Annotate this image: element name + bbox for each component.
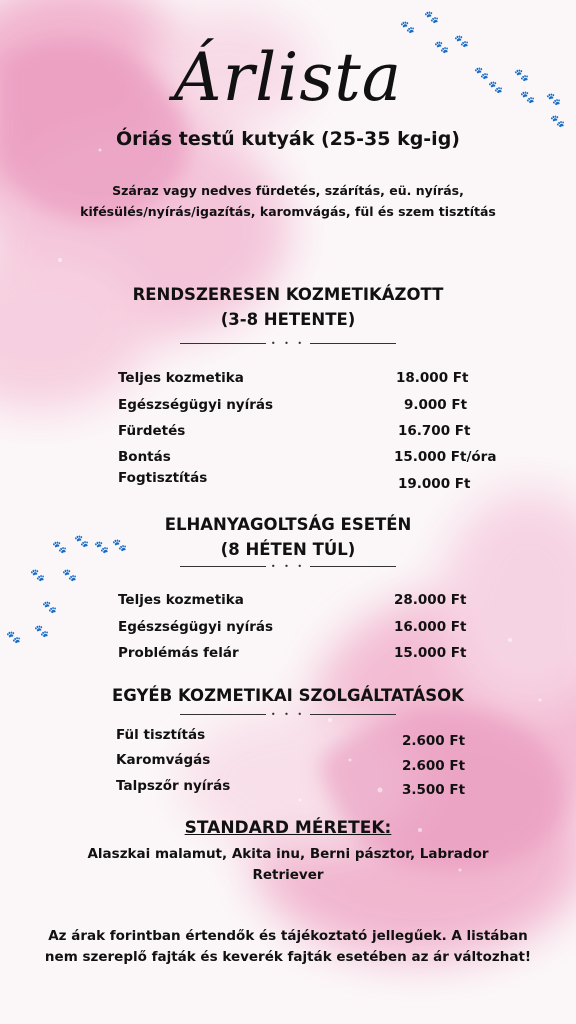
service-description: Száraz vagy nedves fürdetés, szárítás, eü. nyírás, kifésülés/nyírás/igazítás, karomvágás, fül és szem tisztítás bbox=[80, 183, 496, 219]
paw-icon: 🐾 bbox=[546, 92, 561, 106]
service-name: Teljes kozmetika bbox=[118, 370, 244, 386]
section-heading-line: RENDSZERESEN KOZMETIKÁZOTT bbox=[132, 285, 444, 304]
paw-icon: 🐾 bbox=[550, 114, 565, 128]
paw-icon: 🐾 bbox=[52, 540, 67, 554]
service-name: Egészségügyi nyírás bbox=[118, 619, 274, 635]
paw-icon: 🐾 bbox=[474, 66, 489, 80]
service-name: Fogtisztítás bbox=[118, 470, 208, 486]
service-price: 15.000 Ft bbox=[394, 645, 467, 661]
service-name: Karomvágás bbox=[116, 752, 211, 768]
paw-icon: 🐾 bbox=[30, 568, 45, 582]
paw-icon: 🐾 bbox=[514, 68, 529, 82]
paw-icon: 🐾 bbox=[520, 90, 535, 104]
paw-icon: 🐾 bbox=[94, 540, 109, 554]
service-price: 2.600 Ft bbox=[402, 733, 466, 749]
standard-sizes-breeds: Alaszkai malamut, Akita inu, Berni pásztor, Labrador Retriever bbox=[87, 846, 489, 883]
page-title: Árlista bbox=[173, 39, 403, 116]
service-price: 2.600 Ft bbox=[402, 758, 466, 774]
footer-note: Az árak forintban értendők és tájékoztató jellegűek. A listában nem szereplő fajták és keverék fajták esetében az ár változhat! bbox=[44, 928, 532, 965]
section-heading bbox=[0, 512, 576, 562]
paw-icon: 🐾 bbox=[454, 34, 469, 48]
paw-icon: 🐾 bbox=[434, 40, 449, 54]
paw-icon: 🐾 bbox=[488, 80, 503, 94]
service-name: Egészségügyi nyírás bbox=[118, 397, 274, 413]
section-heading-line: EGYÉB KOZMETIKAI SZOLGÁLTATÁSOK bbox=[112, 686, 464, 705]
standard-sizes-heading: STANDARD MÉRETEK: bbox=[184, 818, 392, 838]
section-heading bbox=[0, 683, 576, 708]
service-name: Teljes kozmetika bbox=[118, 592, 244, 608]
section-heading-line: (3-8 HETENTE) bbox=[220, 310, 356, 329]
divider-dots: • • • bbox=[270, 339, 306, 348]
service-price: 9.000 Ft bbox=[404, 397, 468, 413]
service-price: 3.500 Ft bbox=[402, 782, 466, 798]
service-price: 16.000 Ft bbox=[394, 619, 467, 635]
section-heading-line: (8 HÉTEN TÚL) bbox=[220, 540, 356, 559]
service-price: 16.700 Ft bbox=[398, 423, 471, 439]
service-price: 19.000 Ft bbox=[398, 476, 471, 492]
service-name: Fül tisztítás bbox=[116, 727, 206, 743]
section-divider bbox=[180, 338, 396, 350]
paw-icon: 🐾 bbox=[400, 20, 415, 34]
paw-icon: 🐾 bbox=[112, 538, 127, 552]
section-divider bbox=[180, 561, 396, 573]
service-name: Bontás bbox=[118, 449, 171, 465]
paw-icon: 🐾 bbox=[6, 630, 21, 644]
service-name: Fürdetés bbox=[118, 423, 186, 439]
section-heading-line: ELHANYAGOLTSÁG ESETÉN bbox=[164, 515, 412, 534]
service-name: Talpszőr nyírás bbox=[116, 778, 231, 794]
paw-icon: 🐾 bbox=[424, 10, 439, 24]
page-subtitle: Óriás testű kutyák (25-35 kg-ig) bbox=[116, 128, 460, 150]
service-price: 15.000 Ft/óra bbox=[394, 449, 497, 465]
divider-dots: • • • bbox=[270, 562, 306, 571]
section-divider bbox=[180, 709, 396, 721]
service-price: 28.000 Ft bbox=[394, 592, 467, 608]
paw-icon: 🐾 bbox=[34, 624, 49, 638]
section-heading bbox=[0, 282, 576, 332]
service-price: 18.000 Ft bbox=[396, 370, 469, 386]
paw-icon: 🐾 bbox=[42, 600, 57, 614]
divider-dots: • • • bbox=[270, 710, 306, 719]
service-name: Problémás felár bbox=[118, 645, 239, 661]
paw-icon: 🐾 bbox=[62, 568, 77, 582]
paw-icon: 🐾 bbox=[74, 534, 89, 548]
